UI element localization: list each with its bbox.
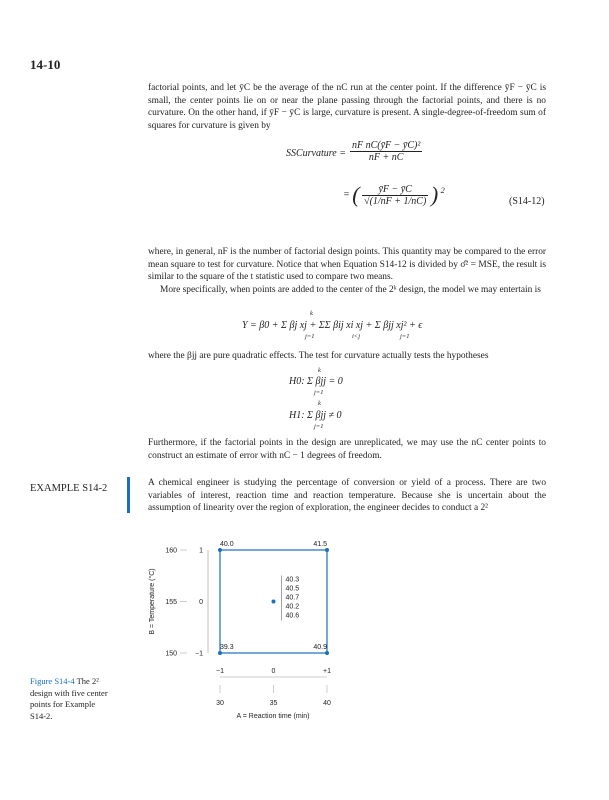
h1-sup: k xyxy=(318,400,321,407)
quadratic-paragraph xyxy=(148,350,546,363)
intro-text: factorial points, and let ȳC be the average of the nC run at the center point. If the difference ȳF − ȳC is small, the center points lie on or near the plane passing through the factorial points, and there is no curvature. On the other hand, if ȳF − ȳC is large, curvature is present. A single-degree-of-freedom sum of squares for curvature is given by xyxy=(148,83,546,131)
y-natural-tick: 160 xyxy=(165,547,177,555)
chart-root xyxy=(148,541,331,720)
y-axis-label: B = Temperature (°C) xyxy=(149,568,156,635)
equation-line1 xyxy=(350,140,422,163)
example-text: A chemical engineer is studying the percentage of conversion or yield of a process. There are two variables of interest, reaction time and reaction temperature. Because she is uncertain about the assumption of linearity over the region of exploration, the engineer decides to conduct a 2² xyxy=(148,478,546,514)
intro-paragraph xyxy=(148,82,546,132)
design-point xyxy=(325,548,329,552)
x-coded-tick: 0 xyxy=(271,668,276,675)
design-point xyxy=(218,548,222,552)
x-coded-tick: −1 xyxy=(216,668,224,675)
center-value: 40.2 xyxy=(285,603,300,611)
design-figure xyxy=(140,535,360,760)
furthermore-paragraph xyxy=(148,437,546,462)
equation-line1-numerator: nF nC(ȳF − ȳC)² xyxy=(352,140,421,151)
y-coded-tick: 0 xyxy=(199,599,203,606)
model-sup: k xyxy=(310,310,313,317)
figure-caption-label: Figure S14-4 xyxy=(30,676,75,686)
more-text: More specifically, when points are added to the center of the 2ᵏ design, the model we may entertain is xyxy=(160,284,541,295)
model-sub-1: j=1 xyxy=(305,333,315,340)
x-coded-tick: +1 xyxy=(323,668,331,675)
equation-label: (S14-12) xyxy=(509,196,545,207)
h1-hypothesis: H1: Σ βjj ≠ 0 xyxy=(289,410,342,421)
point-label: 40.0 xyxy=(220,541,234,548)
h0-sub: j=1 xyxy=(314,389,324,396)
h1-sub: j=1 xyxy=(314,423,324,430)
design-point xyxy=(272,600,276,604)
center-value: 40.6 xyxy=(285,612,300,620)
figure-caption-text: The 2² design with five center points for Example S14-2. xyxy=(30,676,108,721)
y-natural-tick: 155 xyxy=(165,599,177,606)
page-number: 14-10 xyxy=(30,57,61,72)
furthermore-text: Furthermore, if the factorial points in the design are unreplicated, we may use the nC center points to construct an estimate of error with nC − 1 degrees of freedom. xyxy=(148,438,546,461)
model-sub-3: j=1 xyxy=(400,333,410,340)
equation-line2-denominator: √(1/nF + 1/nC) xyxy=(364,195,427,207)
h0-hypothesis: H0: Σ βjj = 0 xyxy=(289,376,343,387)
y-coded-tick: 1 xyxy=(199,547,203,555)
center-value: 40.3 xyxy=(285,576,300,584)
example-accent-bar xyxy=(127,477,130,513)
equation-line1-denominator: nF + nC xyxy=(368,152,404,163)
left-paren: ( xyxy=(352,182,360,207)
equation-lhs: SSCurvature = xyxy=(286,148,346,159)
right-paren: ) xyxy=(430,182,439,207)
example-label: EXAMPLE S14-2 xyxy=(30,483,108,494)
point-label: 41.5 xyxy=(313,541,327,548)
x-axis-label: A = Reaction time (min) xyxy=(236,713,310,720)
design-point xyxy=(325,651,329,655)
center-value: 40.5 xyxy=(285,585,300,593)
x-natural-tick: 35 xyxy=(269,700,278,707)
model-sub-2: i<j xyxy=(352,333,360,340)
center-value: 40.7 xyxy=(285,594,300,602)
design-point xyxy=(218,651,222,655)
figure-caption xyxy=(30,676,108,722)
quadratic-text: where the βjj are pure quadratic effects. The test for curvature actually tests the hypotheses xyxy=(148,351,489,361)
point-label: 40.9 xyxy=(313,644,327,651)
point-label: 39.3 xyxy=(220,644,234,651)
x-natural-tick: 30 xyxy=(216,700,224,707)
equation-line2-power: 2 xyxy=(440,185,445,195)
example-paragraph xyxy=(148,477,546,515)
model-equation: Y = β0 + Σ βj xj + ΣΣ βij xi xj + Σ βjj xj² + ϵ xyxy=(242,320,423,331)
equation-line2-prefix: = xyxy=(343,189,350,201)
y-natural-tick: 150 xyxy=(165,650,177,658)
where-text: where, in general, nF is the number of factorial design points. This quantity may be compared to the error mean square to test for curvature. Notice that when Equation S14-12 is divided by σ̂² = MSE, the result is similar to the square of the t statistic used to compare two means. xyxy=(148,247,546,283)
y-coded-tick: −1 xyxy=(195,650,203,658)
where-paragraph xyxy=(148,246,546,296)
equation-line2 xyxy=(343,182,445,208)
equation-line2-numerator: ȳF − ȳC xyxy=(362,184,428,196)
h0-sup: k xyxy=(318,367,321,374)
x-natural-tick: 40 xyxy=(323,700,331,707)
